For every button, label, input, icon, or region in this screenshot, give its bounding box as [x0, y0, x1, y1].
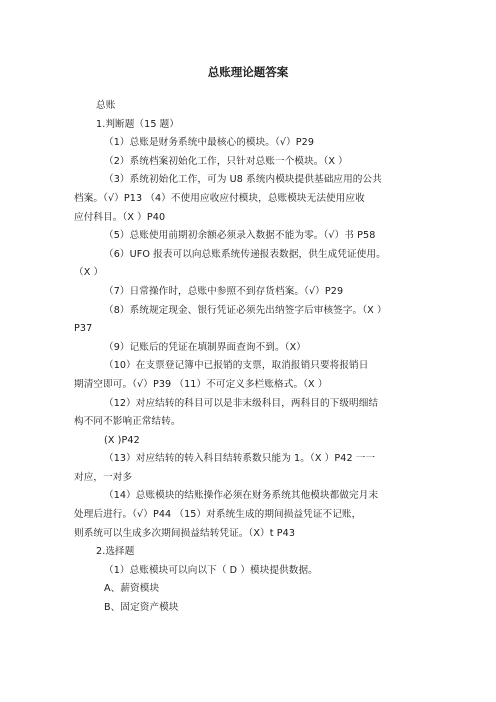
document-title: 总账理论题答案	[207, 65, 289, 79]
text-line: 应付科目。（X ）P40	[74, 211, 166, 223]
question-line: （1）总账模块可以向以下（ D ）模块提供数据。	[104, 564, 318, 576]
text-line: （X ）	[74, 267, 104, 279]
text-line: 则系统可以生成多次期间损益结转凭证。（X）t P43	[74, 527, 296, 539]
text-line: (X )P42	[104, 434, 140, 446]
text-line: （13）对应结转的转入科目结转系数只能为 1。（X ）P42 一一	[104, 453, 376, 465]
text-line: （1）总账是财务系统中最核心的模块。（√）P29	[104, 137, 315, 149]
text-line: （9）记账后的凭证在填制界面查询不到。（X）	[104, 341, 306, 353]
text-line: （7）日常操作时，总账中参照不到存货档案。（√）P29	[104, 285, 344, 297]
document-body	[74, 97, 424, 618]
option-line: B、固定资产模块	[104, 602, 179, 614]
section-heading: 总账	[96, 100, 116, 111]
text-line: （10）在支票登记簿中已报销的支票，取消报销只要将报销日	[104, 360, 369, 372]
text-line: 构不同不影响正常结转。	[74, 416, 181, 428]
text-line: （12）对应结转的科目可以是非末级科目，两科目的下级明细结	[104, 397, 379, 409]
text-line: （8）系统规定现金、银行凭证必须先出纳签字后审核签字。（X ）	[104, 304, 387, 316]
option-line: A、薪资模块	[104, 583, 160, 595]
text-line: （5）总账使用前期初余额必须录入数据不能为零。（√）书 P58	[104, 230, 376, 242]
text-line: 处理后进行。（√）P44 （15）对系统生成的期间损益凭证不记账，	[74, 509, 362, 521]
text-line: P37	[74, 323, 93, 335]
subsection-heading: 2.选择题	[96, 546, 135, 558]
text-line: 对应，一对多	[74, 471, 133, 483]
text-line: （3）系统初始化工作，可为 U8 系统内模块提供基础应用的公共	[104, 174, 382, 186]
text-line: 期清空即可。（√）P39 （11）不可定义多栏账格式。（X ）	[74, 378, 328, 390]
subsection-heading: 1.判断题（15 题）	[96, 118, 180, 130]
text-line: 档案。（√）P13 （4）不使用应收应付模块，总账模块无法使用应收	[74, 192, 365, 204]
text-line: （6）UFO 报表可以向总账系统传递报表数据，供生成凭证使用。	[104, 248, 386, 260]
text-line: （2）系统档案初始化工作，只针对总账一个模块。（X ）	[104, 155, 348, 167]
text-line: （14）总账模块的结账操作必须在财务系统其他模块都做完月末	[104, 490, 379, 502]
